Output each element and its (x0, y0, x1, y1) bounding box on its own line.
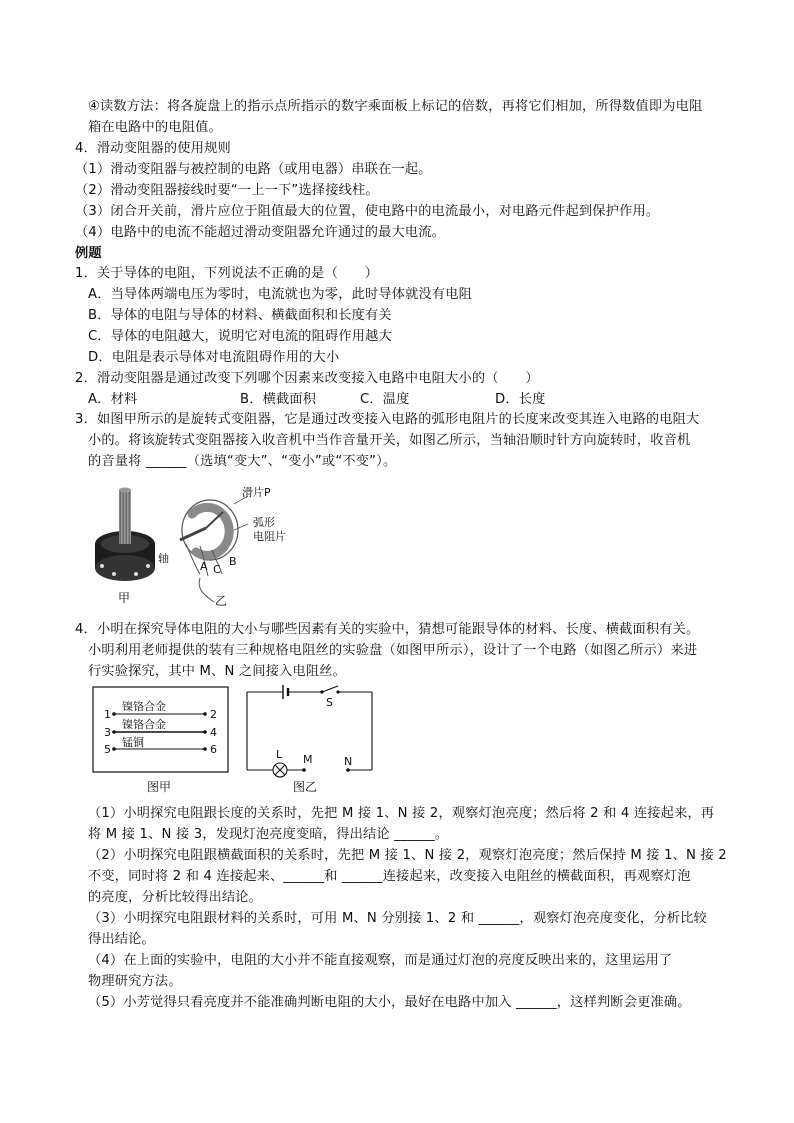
arc-label-1: 弧形 (253, 516, 275, 529)
q4-part-5: （5）小芳觉得只看亮度并不能准确判断电阻的大小，最好在电路中加入 ______，这样判断会更准确。 (88, 995, 691, 1010)
terminal-b-label: B (229, 555, 237, 568)
q1-option-a: A．当导体两端电压为零时，电流就也为零，此时导体就没有电阻 (88, 287, 473, 302)
wire-3-label: 锰铜 (122, 736, 144, 749)
q3-line-1: 3．如图甲所示的是旋转式变阻器，它是通过改变接入电路的弧形电阻片的长度来改变其连入电路的电阻大 (75, 412, 700, 427)
q4-part-2-line-1: （2）小明探究电阻跟横截面积的关系时，先把 M 接 1、N 接 2，观察灯泡亮度；然后保持 M 接 1、N 接 2 (88, 848, 727, 863)
rotary-rheostat-figure (88, 478, 288, 608)
rule-3: （3）闭合开关前，滑片应位于阻值最大的位置，使电路中的电流最小，对电路元件起到保护作用。 (75, 204, 660, 219)
q2-option-c: C．温度 (360, 392, 410, 407)
q2-stem: 2．滑动变阻器是通过改变下列哪个因素来改变接入电路中电阻大小的（ ） (75, 371, 539, 386)
terminal-6: 6 (210, 743, 217, 756)
q4-line-1: 4．小明在探究导体电阻的大小与哪些因素有关的实验中，猜想可能跟导体的材料、长度、横截面积有关。 (75, 622, 700, 637)
terminal-a-label: A (200, 560, 208, 573)
rheostat-photo (95, 488, 155, 582)
terminal-2: 2 (210, 708, 217, 721)
q1-option-b: B．导体的电阻与导体的材料、横截面积和长度有关 (88, 308, 392, 323)
q1-stem: 1．关于导体的电阻，下列说法不正确的是（ ） (75, 266, 379, 281)
q4-part-3-line-2: 得出结论。 (88, 932, 155, 947)
q2-option-d: D．长度 (495, 392, 546, 407)
terminal-5: 5 (104, 743, 111, 756)
q1-option-d: D．电阻是表示导体对电流阻碍作用的大小 (88, 350, 340, 365)
section-4-title: 4．滑动变阻器的使用规则 (75, 141, 231, 156)
q3-line-2: 小的。将该旋转式变阻器接入收音机中当作音量开关，如图乙所示，当轴沿顺时针方向旋转时，收音机 (88, 433, 691, 448)
q2-option-b: B．横截面积 (240, 392, 317, 407)
q4-part-2-line-3: 的亮度，分析比较得出结论。 (88, 890, 263, 905)
experiment-figure (90, 684, 380, 796)
q4-line-3: 行实验探究，其中 M、N 之间接入电阻丝。 (88, 664, 347, 679)
switch-label: S (326, 696, 333, 709)
slider-label: 滑片P (242, 486, 271, 499)
reading-method-line-2: 箱在电路中的电阻值。 (88, 120, 222, 135)
rule-2: （2）滑动变阻器接线时要“一上一下”选择接线柱。 (75, 183, 379, 198)
q2-option-a: A．材料 (88, 392, 138, 407)
reading-method-line-1: ④读数方法：将各旋盘上的指示点所指示的数字乘面板上标记的倍数，再将它们相加，所得数值即为电阻 (88, 99, 703, 114)
q4-part-1-line-1: （1）小明探究电阻跟长度的关系时，先把 M 接 1、N 接 2，观察灯泡亮度；然后将 2 和 4 连接起来，再 (88, 806, 715, 821)
rule-4: （4）电路中的电流不能超过滑动变阻器允许通过的最大电流。 (75, 225, 446, 240)
n-label: N (344, 755, 353, 768)
wire-1-label: 镍铬合金 (122, 700, 166, 713)
q3-line-3: 的音量将 ______（选填“变大”、“变小”或“不变”）。 (88, 454, 397, 469)
lamp-label: L (276, 748, 283, 761)
figure-yi-caption: 乙 (215, 594, 228, 608)
figure-jia-caption: 图甲 (147, 780, 172, 794)
figure-jia-caption: 甲 (118, 591, 131, 605)
terminal-4: 4 (210, 726, 217, 739)
rule-1: （1）滑动变阻器与被控制的电路（或用电器）串联在一起。 (75, 162, 432, 177)
terminal-c-label: C (213, 563, 221, 576)
wire-2-label: 镍铬合金 (122, 718, 166, 731)
m-label: M (303, 753, 313, 766)
terminal-1: 1 (104, 708, 111, 721)
q4-line-2: 小明利用老师提供的装有三种规格电阻丝的实验盘（如图甲所示），设计了一个电路（如图乙所示）来进 (88, 643, 698, 658)
terminal-3: 3 (104, 726, 111, 739)
q4-part-4-line-2: 物理研究方法。 (88, 974, 182, 989)
examples-heading: 例题 (75, 246, 102, 261)
q1-option-c: C．导体的电阻越大，说明它对电流的阻碍作用越大 (88, 329, 392, 344)
q4-part-2-line-2: 不变，同时将 2 和 4 连接起来、______和 ______连接起来，改变接入电阻丝的横截面积，再观察灯泡 (88, 869, 691, 884)
arc-label-2: 电阻片 (253, 530, 286, 543)
q4-part-1-line-2: 将 M 接 1、N 接 3，发现灯泡亮度变暗，得出结论 ______。 (88, 827, 449, 842)
q4-part-3-line-1: （3）小明探究电阻跟材料的关系时，可用 M、N 分别接 1、2 和 ______，观察灯泡亮度变化，分析比较 (88, 911, 707, 926)
axis-label: 轴 (158, 552, 169, 565)
q4-part-4-line-1: （4）在上面的实验中，电阻的大小并不能直接观察，而是通过灯泡的亮度反映出来的，这里运用了 (88, 953, 673, 968)
rheostat-sketch (180, 496, 248, 602)
figure-yi-caption: 图乙 (293, 780, 318, 794)
